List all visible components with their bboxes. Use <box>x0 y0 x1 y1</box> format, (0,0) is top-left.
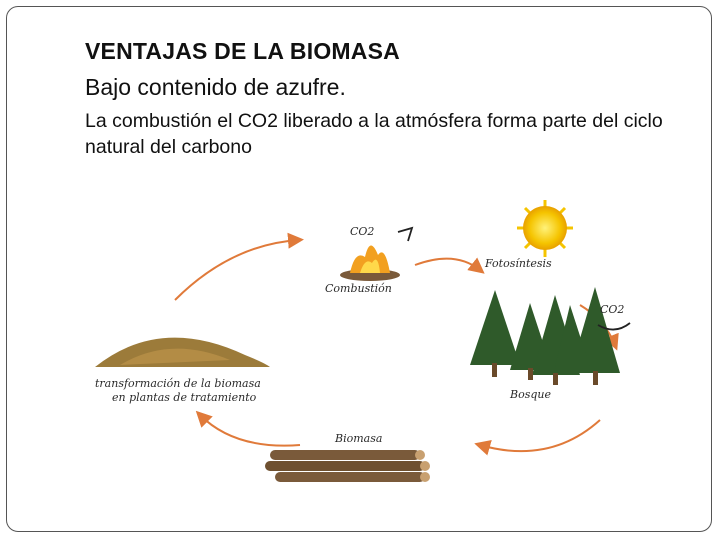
biomass-pile-icon <box>95 338 270 367</box>
cycle-arrow-wood-to-pile <box>200 415 300 446</box>
label-combustion: Combustión <box>325 282 392 295</box>
bullet-low-sulfur: Bajo contenido de azufre. <box>85 74 346 100</box>
label-transformation-2: en plantas de tratamiento <box>112 391 257 404</box>
label-photosynthesis: Fotosíntesis <box>485 257 552 270</box>
bullet-co2-cycle: La combustión el CO2 liberado a la atmósfera forma parte del ciclo natural del carbono <box>85 110 663 158</box>
cycle-arrow-forest-to-wood <box>480 420 600 451</box>
slide-title: VENTAJAS DE LA BIOMASA <box>85 38 400 64</box>
label-biomass: Biomasa <box>335 432 383 445</box>
forest-icon <box>470 287 620 385</box>
carbon-cycle-diagram <box>60 195 680 535</box>
label-co2-right: CO2 <box>600 303 625 316</box>
sun-icon <box>517 200 573 257</box>
cycle-arrow-fire-to-sun <box>415 259 480 270</box>
label-forest: Bosque <box>510 388 551 401</box>
label-transformation-1: transformación de la biomasa <box>95 377 261 390</box>
cycle-arrow-pile-to-fire <box>175 240 298 300</box>
label-co2-top: CO2 <box>350 225 375 238</box>
fire-icon <box>340 245 400 281</box>
wood-logs-icon <box>265 450 430 482</box>
